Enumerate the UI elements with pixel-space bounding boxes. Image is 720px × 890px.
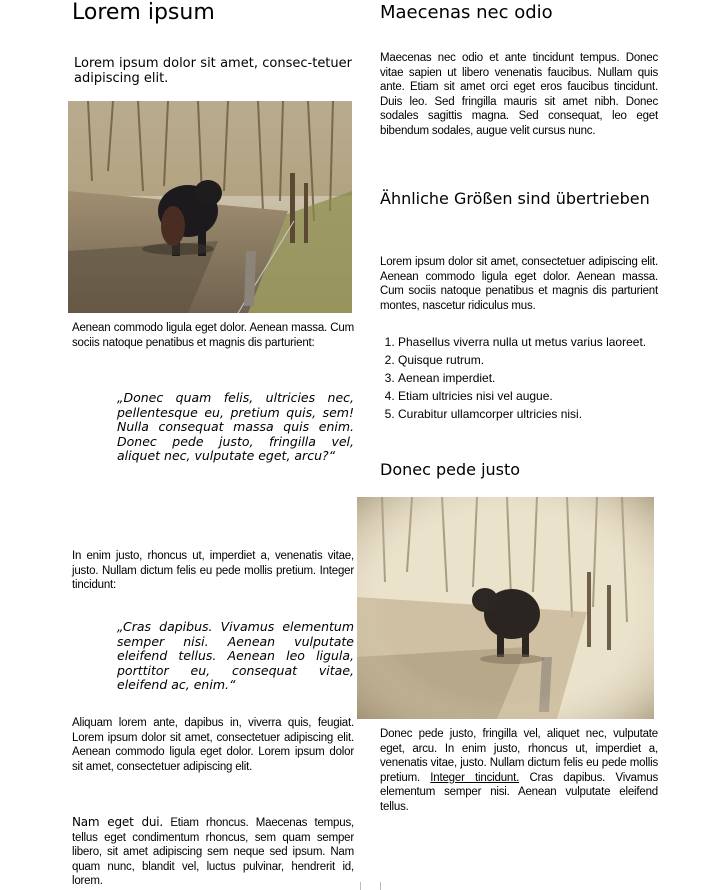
paragraph-3: Aliquam lorem ante, dapibus in, viverra quis, feugiat. Lorem ipsum dolor sit amet, consectetuer adipiscing elit. Aenean commodo ligula eget dolor. Lorem ipsum dolor sit amet, consectetuer adipiscing elit. (72, 717, 354, 773)
heading-aehnliche: Ähnliche Größen sind übertrieben (380, 189, 650, 208)
paragraph-1: Aenean commodo ligula eget dolor. Aenean massa. Cum sociis natoque penatibus et magnis dis parturient: (72, 322, 354, 349)
paragraph-donec-text-a: Donec pede justo, fringilla vel, aliquet nec, vulputate eget, arcu. In enim justo, rhoncus ut, imperdiet a, venenatis vitae, justo. Nullam dictum felis eu pede mollis pretium. (380, 728, 658, 784)
page-title: Lorem ipsum (72, 0, 215, 25)
list-item: 5. Curabitur ullamcorper ultricies nisi. (398, 405, 674, 423)
block-quote-2: „Cras dapibus. Vivamus elementum semper nisi. Aenean vulputate eleifend tellus. Aenean leo ligula, porttitor eu, consequat vitae, eleifend ac, enim.“ (117, 619, 354, 693)
paragraph-4-lead: Nam eget dui. (72, 815, 164, 829)
subtitle: Lorem ipsum dolor sit amet, consec-tetuer adipiscing elit. (74, 56, 352, 86)
crop-mark (372, 882, 381, 890)
paragraph-donec-text-b: Cras dapibus. Vivamus elementum semper nisi. Aenean vulputate eleifend tellus. (380, 771, 658, 813)
crop-mark (360, 882, 369, 890)
paragraph-4 (72, 815, 354, 889)
paragraph-maecenas: Maecenas nec odio et ante tincidunt tempus. Donec vitae sapien ut libero venenatis faucibus. Nullam quis ante. Etiam sit amet orci eget eros faucibus tincidunt. Duis leo. Sed fringilla mauris sit amet nibh. Donec sodales sagittis magna. Sed consequat, leo eget bibendum sodales, augue velit cursus nunc. (380, 52, 658, 137)
paragraph-4-text: Etiam rhoncus. Maecenas tempus, tellus eget condimentum rhoncus, sem quam semper libero, sit amet adipiscing sem neque sed ipsum. Nam quam nunc, blandit vel, luctus pulvinar, hendrerit id, lorem. (72, 817, 354, 888)
paragraph-aehnliche: Lorem ipsum dolor sit amet, consectetuer adipiscing elit. Aenean commodo ligula eget dolor. Aenean massa. Cum sociis natoque penatibus et magnis dis parturient montes, nascetur ridiculus mus. (380, 256, 658, 312)
paragraph-donec (380, 727, 658, 815)
integer-tincidunt-link[interactable]: Integer tincidunt. (430, 771, 520, 784)
cow-photo-sepia-svg (357, 497, 654, 719)
list-item: 3. Aenean imperdiet. (398, 369, 674, 387)
cow-photo-color-svg (68, 101, 352, 313)
list-item: 2. Quisque rutrum. (398, 351, 674, 369)
list-item: 4. Etiam ultricies nisi vel augue. (398, 387, 674, 405)
list-item: 1. Phasellus viverra nulla ut metus varius laoreet. (398, 333, 674, 351)
cow-photo-sepia (357, 497, 654, 719)
heading-maecenas: Maecenas nec odio (380, 2, 553, 23)
paragraph-2: In enim justo, rhoncus ut, imperdiet a, venenatis vitae, justo. Nullam dictum felis eu pede mollis pretium. Integer tincidunt: (72, 550, 354, 592)
cow-photo-color (68, 101, 352, 313)
block-quote-1: „Donec quam felis, ultricies nec, pellentesque eu, pretium quis, sem! Nulla consequat massa quis enim. Donec pede justo, fringilla vel, aliquet nec, vulputate eget, arcu?“ (117, 390, 354, 464)
heading-donec: Donec pede justo (380, 460, 521, 479)
numbered-list (382, 333, 674, 423)
